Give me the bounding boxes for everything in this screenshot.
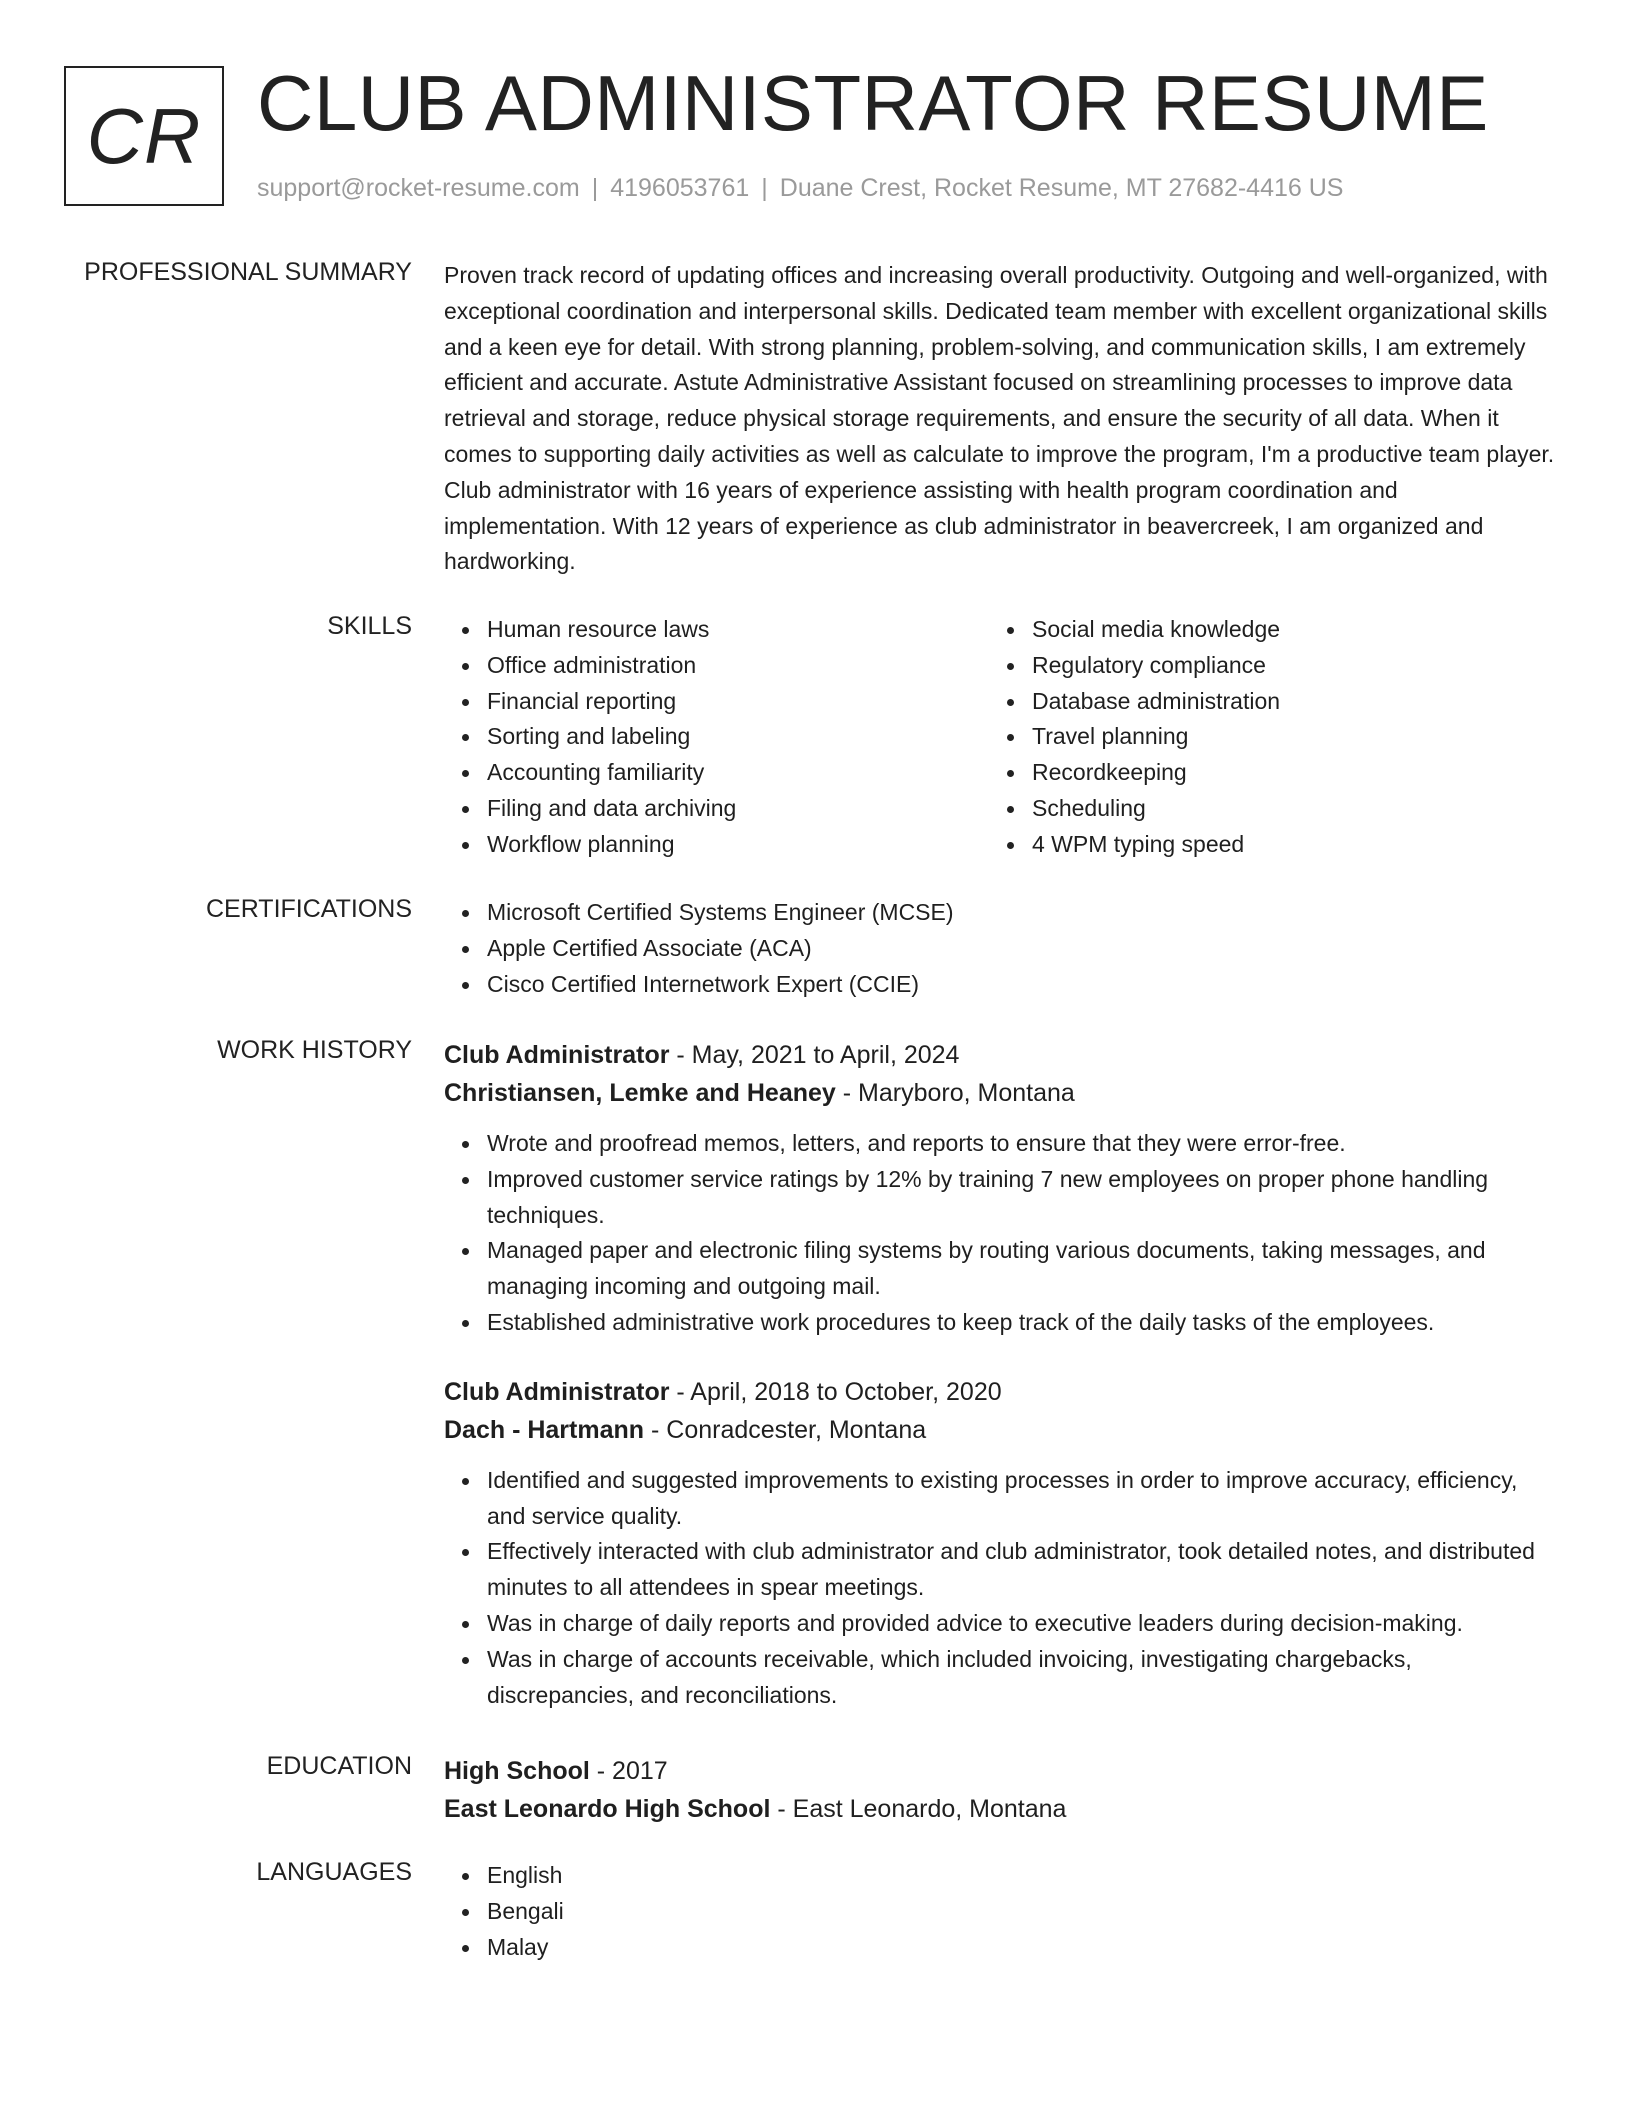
skill-item: Recordkeeping <box>989 755 1534 791</box>
education-school-line <box>444 1790 1559 1828</box>
certification-item: Cisco Certified Internetwork Expert (CCIE) <box>444 967 1559 1003</box>
certification-item: Apple Certified Associate (ACA) <box>444 931 1559 967</box>
job-location: - Maryboro, Montana <box>835 1079 1075 1107</box>
summary-text: Proven track record of updating offices and increasing overall productivity. Outgoing and well-organized, with exceptional coordination and interpersonal skills. Dedicated team member with excellent organizational skills and a keen eye for detail. With strong planning, problem-solving, and communication skills, I am extremely efficient and accurate. Astute Administrative Assistant focused on streamlining processes to improve data retrieval and storage, reduce physical storage requirements, and ensure the security of all data. When it comes to supporting daily activities as well as calculate to improve the program, I'm a productive team player. Club administrator with 16 years of experience assisting with health program coordination and implementation. With 12 years of experience as club administrator in beavercreek, I am organized and hardworking. <box>444 262 1555 575</box>
skill-item: Filing and data archiving <box>444 791 989 827</box>
certifications-list <box>444 895 1559 1002</box>
job-dates: - May, 2021 to April, 2024 <box>669 1041 960 1069</box>
job-bullet: Effectively interacted with club administrator and club administrator, took detailed notes, and distributed minutes to all attendees in spear meetings. <box>444 1534 1559 1606</box>
contact-phone: 4196053761 <box>610 174 750 202</box>
job-company-line <box>444 1074 1559 1112</box>
job-bullet: Managed paper and electronic filing systems by routing various documents, taking messages, and managing incoming and outgoing mail. <box>444 1233 1559 1305</box>
skill-item: Human resource laws <box>444 612 989 648</box>
job-bullet: Wrote and proofread memos, letters, and reports to ensure that they were error-free. <box>444 1126 1559 1162</box>
job-dates: - April, 2018 to October, 2020 <box>669 1377 1002 1406</box>
education-body <box>444 1752 1559 1828</box>
job-title: Club Administrator <box>444 1041 670 1069</box>
job-title-line <box>444 1036 1559 1074</box>
skill-item: Database administration <box>989 684 1534 720</box>
languages-list <box>444 1858 1559 1965</box>
skill-item: Travel planning <box>989 719 1534 755</box>
language-item: Bengali <box>444 1894 1559 1930</box>
skill-item: 4 WPM typing speed <box>989 827 1534 863</box>
monogram-logo: CR <box>64 66 224 206</box>
skill-item: Scheduling <box>989 791 1534 827</box>
skill-item: Sorting and labeling <box>444 719 989 755</box>
education-location: - East Leonardo, Montana <box>770 1795 1067 1823</box>
job-bullets <box>444 1463 1559 1714</box>
contact-separator: | <box>591 174 599 202</box>
certifications-heading: CERTIFICATIONS <box>205 895 412 923</box>
job-title: Club Administrator <box>444 1377 670 1406</box>
job-bullet: Improved customer service ratings by 12% by training 7 new employees on proper phone handling techniques. <box>444 1162 1559 1234</box>
skill-item: Regulatory compliance <box>989 648 1534 684</box>
job-bullet: Identified and suggested improvements to existing processes in order to improve accuracy, efficiency, and service quality. <box>444 1463 1559 1535</box>
skills-list-right <box>989 612 1534 863</box>
skill-item: Workflow planning <box>444 827 989 863</box>
job-entry <box>444 1036 1559 1341</box>
skill-item: Financial reporting <box>444 684 989 720</box>
languages-heading: LANGUAGES <box>256 1858 412 1886</box>
education-year: - 2017 <box>589 1757 668 1785</box>
contact-email: support@rocket-resume.com <box>257 174 580 202</box>
resume-title: CLUB ADMINISTRATOR RESUME <box>257 59 1489 147</box>
job-bullets <box>444 1126 1559 1341</box>
education-school: East Leonardo High School <box>444 1795 771 1823</box>
education-degree-line <box>444 1752 1559 1790</box>
job-bullet: Was in charge of daily reports and provided advice to executive leaders during decision-making. <box>444 1606 1559 1642</box>
certifications-body <box>444 895 1559 1002</box>
education-degree: High School <box>444 1757 590 1785</box>
job-bullet: Established administrative work procedures to keep track of the daily tasks of the employees. <box>444 1305 1559 1341</box>
contact-separator: | <box>761 174 768 202</box>
language-item: Malay <box>444 1930 1559 1966</box>
contact-address: Duane Crest, Rocket Resume, MT 27682-4416 US <box>779 174 1344 202</box>
skills-heading: SKILLS <box>327 612 412 640</box>
skills-columns <box>444 612 1559 863</box>
skill-item: Accounting familiarity <box>444 755 989 791</box>
job-company: Dach - Hartmann <box>444 1415 645 1444</box>
work-heading: WORK HISTORY <box>217 1036 412 1064</box>
skills-list-left <box>444 612 989 863</box>
job-location: - Conradcester, Montana <box>644 1415 927 1444</box>
skill-item: Social media knowledge <box>989 612 1534 648</box>
job-title-line <box>444 1373 1559 1411</box>
job-company: Christiansen, Lemke and Heaney <box>444 1079 836 1107</box>
certification-item: Microsoft Certified Systems Engineer (MCSE) <box>444 895 1559 931</box>
contact-line <box>257 174 1343 203</box>
work-body <box>444 1036 1559 1713</box>
education-heading: EDUCATION <box>266 1752 412 1780</box>
language-item: English <box>444 1858 1559 1894</box>
job-entry <box>444 1373 1559 1714</box>
summary-heading: PROFESSIONAL SUMMARY <box>84 258 412 286</box>
job-bullet: Was in charge of accounts receivable, which included invoicing, investigating chargebacks, discrepancies, and reconciliations. <box>444 1642 1559 1714</box>
job-company-line <box>444 1411 1559 1449</box>
skill-item: Office administration <box>444 648 989 684</box>
languages-body <box>444 1858 1559 1965</box>
